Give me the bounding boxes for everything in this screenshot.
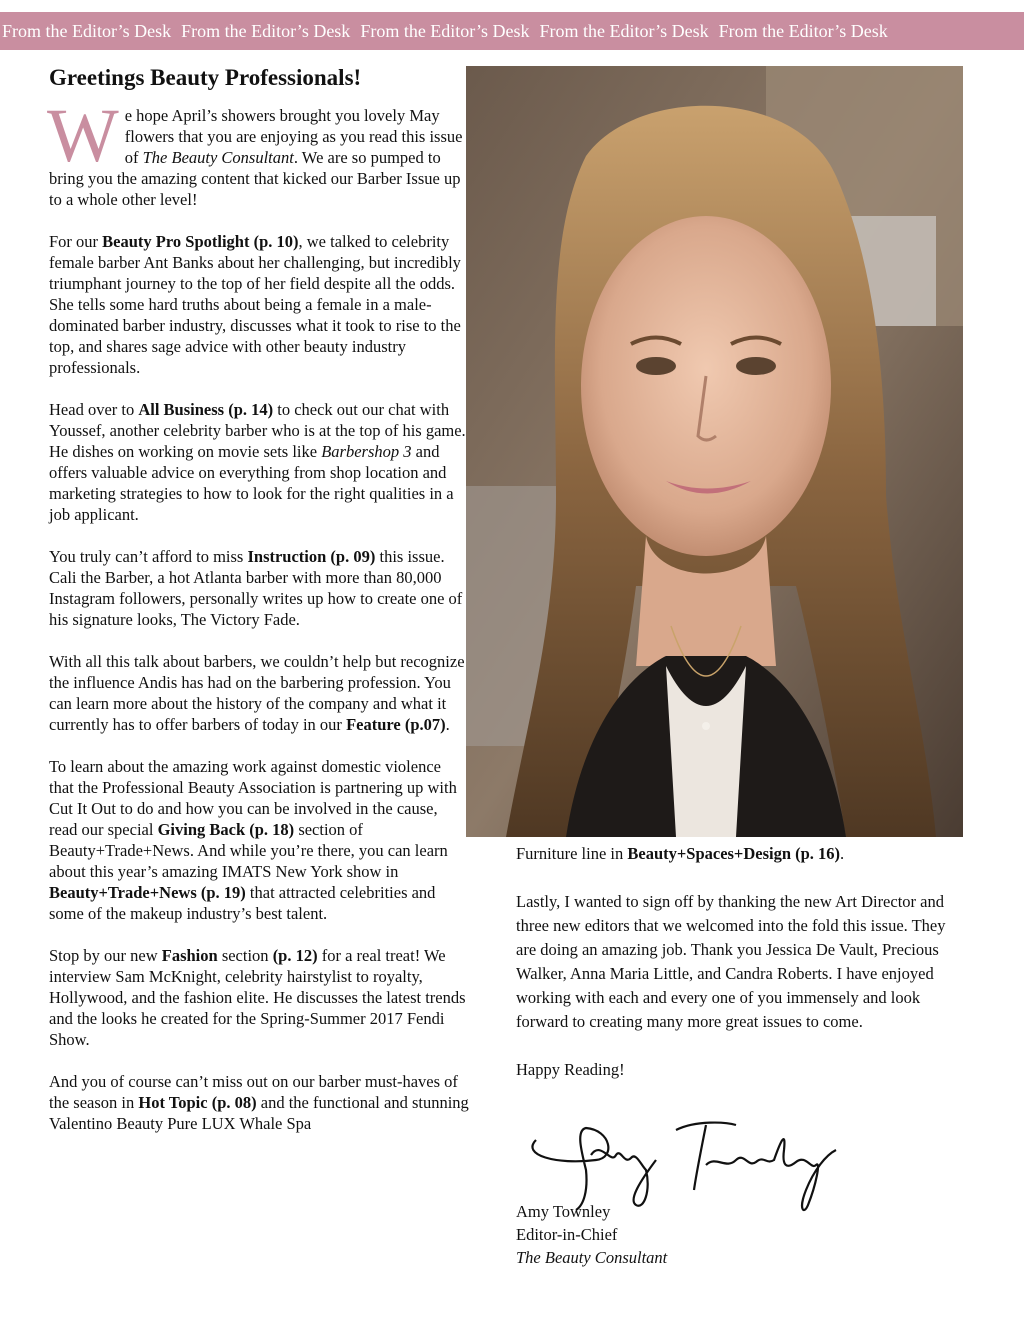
- text-run: With all this talk about barbers, we couldn’t help but recognize the influence Andis has had on the barbering profession. You can learn more about the history of the company and what it currently has to offer barbers of today in our: [49, 652, 465, 734]
- banner-text: From the Editor’s Desk: [2, 21, 172, 41]
- letter-paragraph-7: [49, 945, 469, 1050]
- text-run: .: [840, 844, 845, 863]
- section-reference: Beauty+Trade+News (p. 19): [49, 883, 246, 902]
- text-run: for a real treat! We interview Sam McKnight, celebrity hairstylist to royalty, Hollywood, and the fashion elite. He discusses the latest trends and the looks he created for the Spring-Summer 2017 Fendi Show.: [49, 946, 466, 1049]
- magazine-title: The Beauty Consultant: [142, 148, 294, 167]
- letter-left-column: [49, 63, 469, 1155]
- letter-paragraph-2: [49, 231, 469, 378]
- text-run: Stop by our new: [49, 946, 162, 965]
- text-run: , we talked to celebrity female barber Ant Banks about her challenging, but incredibly triumphant journey to the top of her field despite all the odds. She tells some hard truths about being a female in a male-dominated barber industry, discusses what it took to rise to the top, and shares sage advice with other beauty industry professionals.: [49, 232, 461, 377]
- letter-paragraph-3: [49, 399, 469, 525]
- text-run: section: [217, 946, 273, 965]
- text-run: to check out our chat with Youssef, another celebrity barber who is at the top of his game. He dishes on working on movie sets like: [49, 400, 466, 461]
- banner-text: From the Editor’s Desk: [539, 21, 709, 41]
- banner-text: From the Editor’s Desk: [181, 21, 351, 41]
- closing-line: Happy Reading!: [516, 1060, 625, 1079]
- section-reference: (p. 12): [272, 946, 318, 965]
- letter-paragraph-9: [516, 842, 966, 866]
- editor-portrait-photo: [466, 66, 963, 837]
- editors-desk-banner: [0, 12, 1024, 50]
- banner-text: From the Editor’s Desk: [360, 21, 530, 41]
- section-reference: Hot Topic (p. 08): [138, 1093, 257, 1112]
- section-reference: Beauty+Spaces+Design (p. 16): [627, 844, 841, 863]
- text-run: You truly can’t afford to miss: [49, 547, 248, 566]
- text-run: Furniture line in: [516, 844, 628, 863]
- section-reference: Giving Back (p. 18): [157, 820, 295, 839]
- text-run: Head over to: [49, 400, 139, 419]
- text-run: For our: [49, 232, 103, 251]
- text-run: and the functional and stunning Valentino Beauty Pure LUX Whale Spa: [49, 1093, 469, 1133]
- section-reference: Beauty Pro Spotlight (p. 10): [102, 232, 299, 251]
- text-run: section of Beauty+Trade+News. And while you’re there, you can learn about this year’s amazing IMATS New York show in: [49, 820, 448, 881]
- banner-text: From the Editor’s Desk: [718, 21, 888, 41]
- section-reference: Instruction (p. 09): [247, 547, 376, 566]
- letter-right-column: [516, 842, 966, 1106]
- drop-cap: W: [47, 94, 119, 178]
- letter-paragraph-5: [49, 651, 469, 735]
- text-run: To learn about the amazing work against domestic violence that the Professional Beauty Association is partnering up with Cut It Out to do and how you can be involved in the cause, read our special: [49, 757, 457, 839]
- text-run: And you of course can’t miss out on our barber must-haves of the season in: [49, 1072, 458, 1112]
- letter-paragraph-6: [49, 756, 469, 924]
- letter-paragraph-4: [49, 546, 469, 630]
- movie-title: Barbershop 3: [321, 442, 412, 461]
- text-run: this issue. Cali the Barber, a hot Atlanta barber with more than 80,000 Instagram followers, personally writes up how to create one of his signature looks, The Victory Fade.: [49, 547, 463, 629]
- text-run: and offers valuable advice on everything from shop location and marketing strategies to how to look for the right qualities in a job applicant.: [49, 442, 454, 524]
- letter-paragraph-8: [49, 1071, 469, 1134]
- letter-paragraph-10: Lastly, I wanted to sign off by thanking the new Art Director and three new editors that we welcomed into the fold this issue. They are doing an amazing job. Thank you Jessica De Vault, Precious Walker, Anna Maria Little, and Candra Roberts. I have enjoyed working with each and every one of you immensely and look forward to creating many more great issues to come.: [516, 892, 946, 1031]
- section-reference: Fashion: [161, 946, 218, 965]
- text-run: . We are so pumped to bring you the amazing content that kicked our Barber Issue up to a whole other level!: [49, 148, 461, 209]
- publication-title: The Beauty Consultant: [516, 1248, 668, 1267]
- signoff-block: [516, 1200, 667, 1269]
- section-reference: Feature (p.07): [346, 715, 446, 734]
- text-run: that attracted celebrities and some of the makeup industry’s best talent.: [49, 883, 436, 923]
- publication-name: [516, 1246, 667, 1269]
- editor-title: Editor-in-Chief: [516, 1225, 618, 1244]
- text-run: e hope April’s showers brought you lovely May flowers that you are enjoying as you read this issue of: [124, 106, 463, 167]
- section-reference: All Business (p. 14): [138, 400, 274, 419]
- letter-paragraph-1: [47, 94, 469, 210]
- letter-heading: Greetings Beauty Professionals!: [49, 65, 362, 90]
- text-run: .: [445, 715, 450, 734]
- editor-name: Amy Townley: [516, 1202, 611, 1221]
